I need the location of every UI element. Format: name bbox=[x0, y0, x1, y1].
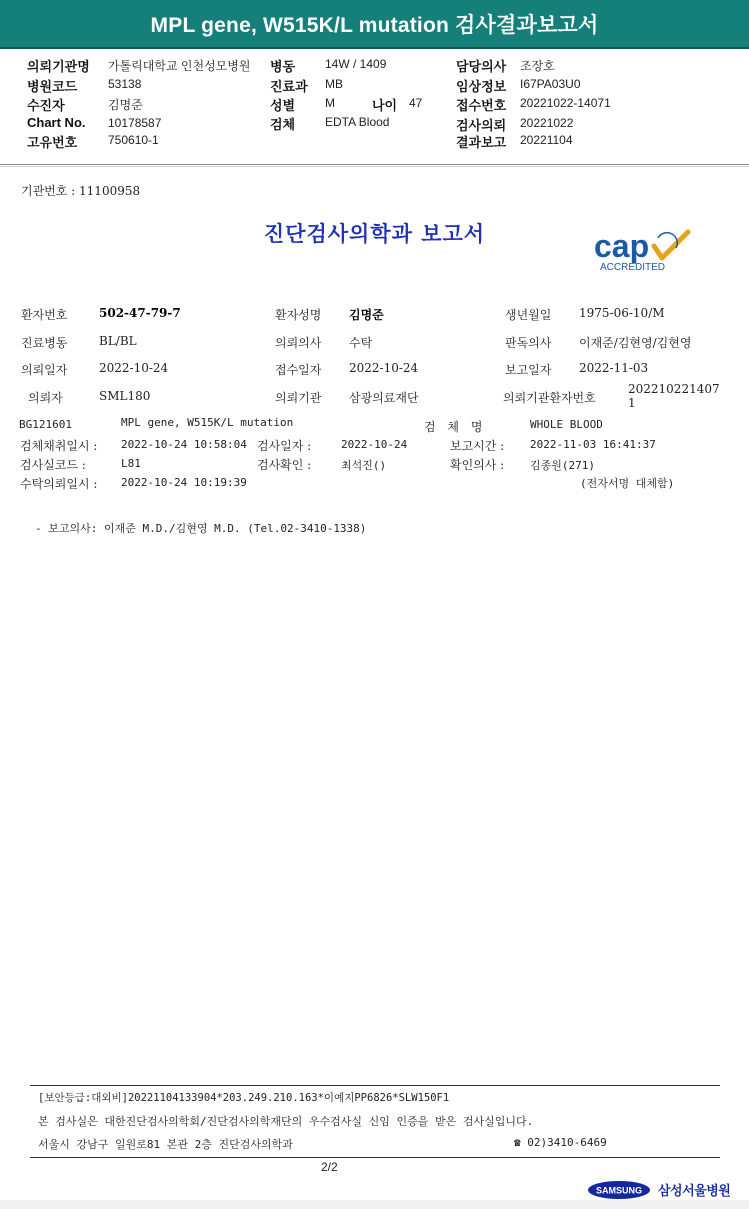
label-patient-name: 환자성명 bbox=[275, 308, 322, 322]
institution-patient-number: 202210221407 bbox=[628, 382, 720, 396]
label-age: 나이 bbox=[372, 98, 398, 113]
result-report-date: 20221104 bbox=[520, 133, 573, 147]
label-request-date: 의뢰일자 bbox=[21, 363, 68, 377]
lab-code: L81 bbox=[121, 457, 141, 470]
label-receipt-date: 접수일자 bbox=[275, 363, 322, 377]
security-info: [보안등급:대외비]20221104133904*203.249.210.163*이예지PP6826*SLW150F1 bbox=[38, 1092, 450, 1104]
patient-full-name: 김명준 bbox=[349, 308, 384, 322]
label-lab-code: 검사실코드 : bbox=[20, 458, 86, 472]
label-collection-time: 검체채취일시 : bbox=[20, 439, 98, 453]
label-test-confirm: 검사확인 : bbox=[257, 458, 312, 472]
test-date: 2022-10-24 bbox=[341, 438, 408, 451]
clinical-info: I67PA03U0 bbox=[520, 77, 581, 91]
label-hospital-code: 병원코드 bbox=[27, 79, 78, 94]
lab-address: 서울시 강남구 일원로81 본관 2층 진단검사의학과 bbox=[38, 1138, 293, 1151]
page-number: 2/2 bbox=[321, 1160, 338, 1174]
unique-id: 750610-1 bbox=[108, 133, 159, 147]
test-name: MPL gene, W515K/L mutation bbox=[121, 416, 294, 429]
specimen-name: WHOLE BLOOD bbox=[530, 418, 603, 431]
ward-info: BL/BL bbox=[99, 334, 137, 348]
reading-doctor: 이재준/김현영/김현영 bbox=[579, 336, 692, 350]
cap-accredited-logo bbox=[592, 226, 698, 276]
cap-logo-text: cap bbox=[594, 228, 650, 264]
requester: SML180 bbox=[99, 389, 151, 403]
sex: M bbox=[325, 96, 335, 110]
label-requesting-institution: 의뢰기관명 bbox=[27, 59, 90, 74]
hospital-name: 삼성서울병원 bbox=[658, 1184, 731, 1199]
test-request-date: 20221022 bbox=[520, 116, 574, 130]
label-report-time: 보고시간 : bbox=[450, 439, 505, 453]
label-patient: 수진자 bbox=[27, 98, 65, 113]
requesting-institution: 가톨릭대학교 인천성모병원 bbox=[108, 59, 251, 73]
received-time: 2022-10-24 10:19:39 bbox=[121, 476, 247, 489]
label-ward-info: 진료병동 bbox=[21, 336, 68, 350]
footer-divider-top bbox=[30, 1085, 720, 1086]
collection-time: 2022-10-24 10:58:04 bbox=[121, 438, 247, 451]
label-ward: 병동 bbox=[270, 59, 296, 74]
header-divider bbox=[0, 164, 749, 165]
label-requesting-institution2: 의뢰기관 bbox=[275, 391, 322, 405]
header-divider-shadow bbox=[0, 166, 749, 167]
test-confirm: 최석진() bbox=[341, 459, 387, 472]
label-doctor: 담당의사 bbox=[456, 59, 507, 74]
report-title: 진단검사의학과 보고서 bbox=[263, 222, 486, 246]
institution-patient-number-cont: 1 bbox=[628, 396, 636, 410]
bottom-edge bbox=[0, 1200, 749, 1209]
report-doctor: - 보고의사: 이재준 M.D./김현영 M.D. (Tel.02-3410-1338) bbox=[35, 522, 367, 535]
label-birthdate: 생년월일 bbox=[505, 308, 552, 322]
label-requesting-doctor: 의뢰의사 bbox=[275, 336, 322, 350]
label-clinical-info: 임상정보 bbox=[456, 79, 507, 94]
label-requester: 의뢰자 bbox=[28, 391, 63, 405]
footer-divider-bottom bbox=[30, 1157, 720, 1158]
chart-no: 10178587 bbox=[108, 116, 162, 130]
label-specimen-name: 검 체 명 bbox=[424, 420, 483, 434]
label-department: 진료과 bbox=[270, 79, 308, 94]
label-reading-doctor: 판독의사 bbox=[505, 336, 552, 350]
samsung-logo bbox=[587, 1180, 651, 1200]
requesting-institution2: 삼광의료재단 bbox=[349, 391, 419, 405]
department: MB bbox=[325, 77, 343, 91]
label-report-date: 보고일자 bbox=[505, 363, 552, 377]
age: 47 bbox=[409, 96, 423, 110]
requesting-doctor: 수탁 bbox=[349, 336, 373, 350]
label-received-time: 수탁의뢰일시 : bbox=[20, 477, 98, 491]
confirm-doctor: 김종원(271) bbox=[530, 459, 595, 472]
receipt-date: 2022-10-24 bbox=[349, 361, 419, 375]
page-title: MPL gene, W515K/L mutation 검사결과보고서 bbox=[150, 14, 599, 37]
patient-number: 502-47-79-7 bbox=[99, 306, 181, 320]
birthdate: 1975-06-10/M bbox=[579, 306, 665, 320]
label-test-request: 검사의뢰 bbox=[456, 118, 507, 133]
label-patient-number: 환자번호 bbox=[21, 308, 68, 322]
label-unique-id: 고유번호 bbox=[27, 135, 78, 150]
label-confirm-doctor: 확인의사 : bbox=[450, 458, 505, 472]
patient-name: 김명준 bbox=[108, 98, 143, 112]
label-sex: 성별 bbox=[270, 98, 296, 113]
report-date: 2022-11-03 bbox=[579, 361, 649, 375]
label-specimen: 검체 bbox=[270, 117, 296, 132]
electronic-signature-note: (전자서명 대체함) bbox=[580, 477, 675, 490]
report-time: 2022-11-03 16:41:37 bbox=[530, 438, 656, 451]
label-chart-no: Chart No. bbox=[27, 115, 86, 130]
label-receipt-number: 접수번호 bbox=[456, 98, 507, 113]
cap-logo-subtext: ACCREDITED bbox=[600, 262, 666, 273]
ward: 14W / 1409 bbox=[325, 57, 387, 71]
label-institution-patient-number: 의뢰기관환자번호 bbox=[503, 391, 596, 405]
test-code: BG121601 bbox=[19, 418, 72, 431]
label-result-report: 결과보고 bbox=[456, 135, 507, 150]
certification-note: 본 검사실은 대한진단검사의학회/진단검사의학재단의 우수검사실 신임 인증을 받은 검사실입니다. bbox=[38, 1115, 534, 1128]
samsung-logo-text: SAMSUNG bbox=[595, 1185, 643, 1196]
lab-phone: ☎ 02)3410-6469 bbox=[514, 1136, 607, 1149]
receipt-number: 20221022-14071 bbox=[520, 96, 611, 110]
doctor: 조장호 bbox=[520, 59, 555, 73]
specimen: EDTA Blood bbox=[325, 115, 390, 129]
institution-number: 기관번호 : 11100958 bbox=[21, 184, 141, 198]
label-test-date: 검사일자 : bbox=[257, 439, 312, 453]
request-date: 2022-10-24 bbox=[99, 361, 169, 375]
hospital-code: 53138 bbox=[108, 77, 142, 91]
